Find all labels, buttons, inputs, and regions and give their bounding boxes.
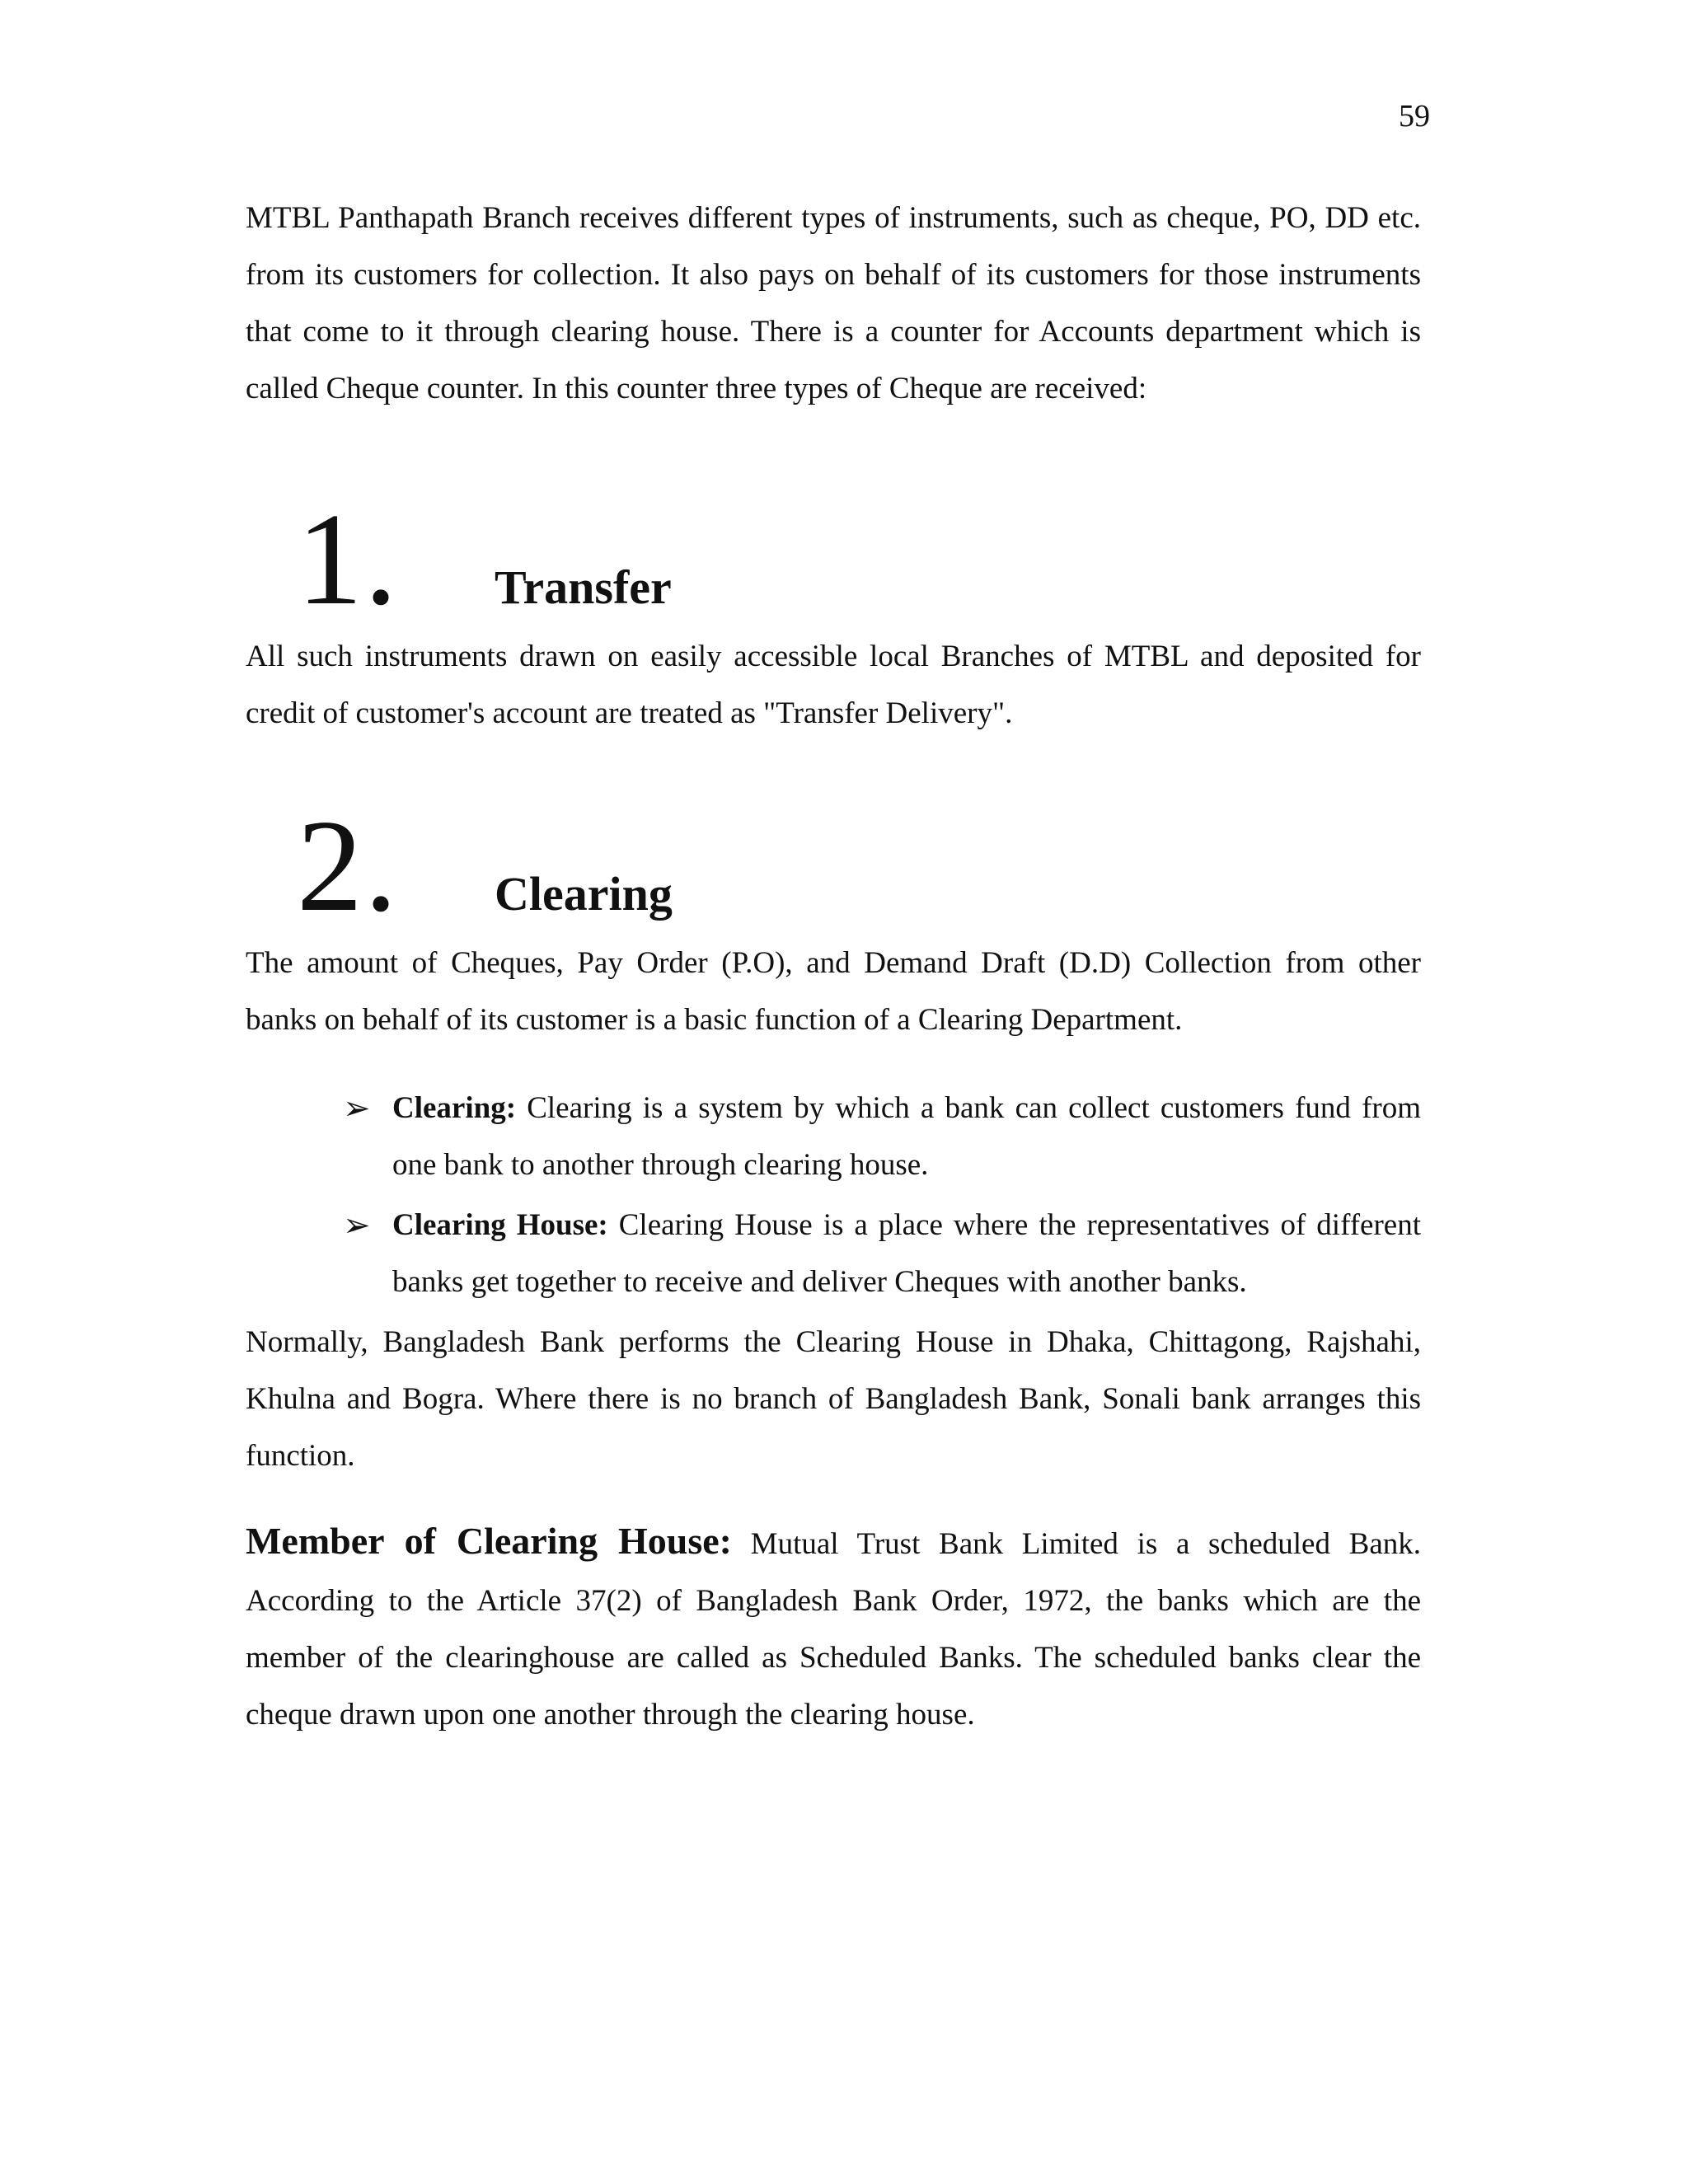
member-paragraph [246, 1512, 1421, 1743]
clearing-paragraph: The amount of Cheques, Pay Order (P.O), and Demand Draft (D.D) Collection from other banks on behalf of its customer is a basic function of a Clearing Department. [246, 946, 1421, 1037]
section-title: Transfer [495, 560, 672, 614]
section-heading-transfer [246, 485, 1421, 632]
list-item [343, 1197, 1421, 1310]
transfer-paragraph: All such instruments drawn on easily accessible local Branches of MTBL and deposited for credit of customer's account are treated as "Transfer Delivery". [246, 640, 1421, 730]
list-item [343, 1080, 1421, 1193]
arrow-bullet-icon: ➢ [343, 1207, 371, 1244]
section-title: Clearing [495, 867, 673, 921]
document-body [246, 190, 1421, 1743]
bullet-term: Clearing House: [392, 1208, 608, 1242]
section-number: 1. [297, 485, 399, 632]
bullet-term: Clearing: [392, 1091, 517, 1125]
normally-paragraph: Normally, Bangladesh Bank performs the Clearing House in Dhaka, Chittagong, Rajshahi, Khulna and Bogra. Where there is no branch of Bangladesh Bank, Sonali bank arranges this function. [246, 1325, 1421, 1473]
section-number: 2. [297, 792, 399, 939]
section-heading-clearing [246, 792, 1421, 939]
bullet-list [246, 1080, 1421, 1310]
page-number: 59 [1399, 99, 1430, 134]
member-description: Mutual Trust Bank Limited is a scheduled Bank. According to the Article 37(2) of Bangladesh Bank Order, 1972, the banks which are the member of the clearinghouse are called as Scheduled Banks. The scheduled banks clear the cheque drawn upon one another through the clearing house. [246, 1527, 1421, 1732]
bullet-description: Clearing is a system by which a bank can collect customers fund from one bank to another through clearing house. [392, 1091, 1421, 1182]
bullet-text [392, 1080, 1421, 1193]
bullet-description: Clearing House is a place where the representatives of different banks get together to receive and deliver Cheques with another banks. [392, 1208, 1421, 1299]
bullet-text [392, 1197, 1421, 1310]
intro-paragraph: MTBL Panthapath Branch receives different types of instruments, such as cheque, PO, DD etc. from its customers for collection. It also pays on behalf of its customers for those instruments that come to it through clearing house. There is a counter for Accounts department which is called Cheque counter. In this counter three types of Cheque are received: [246, 201, 1421, 405]
arrow-bullet-icon: ➢ [343, 1090, 371, 1127]
member-term: Member of Clearing House: [246, 1520, 733, 1562]
